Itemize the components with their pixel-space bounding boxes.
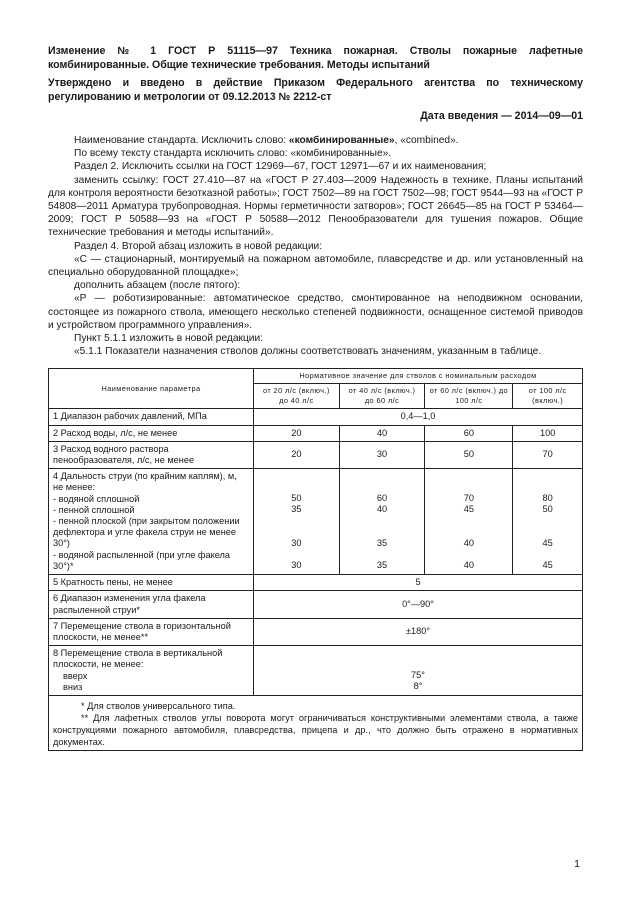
row4-c-v4: 45 bbox=[542, 537, 553, 548]
header-group: Нормативное значение для стволов с номинальным расходом bbox=[254, 369, 583, 384]
row4-c: - пенной плоской (при закрытом положении дефлектора и угле факела струи не менее 30°) bbox=[53, 516, 240, 549]
row7-value: ±180° bbox=[254, 618, 583, 645]
paragraph-8: «Р — роботизированные: автоматическое средство, смонтированное на неподвижном основании, состоящее из пожарного ствола, имеющего несколько степеней подвижности, оснащенное системой приводов и устройством программного управления». bbox=[48, 293, 583, 331]
row4-head: 4 Дальность струи (по крайним каплям), м, не менее: bbox=[53, 471, 237, 493]
table-row bbox=[49, 441, 583, 468]
paragraph-1 bbox=[48, 134, 583, 147]
paragraph-7: дополнить абзацем (после пятого): bbox=[74, 280, 241, 292]
row1-name: 1 Диапазон рабочих давлений, МПа bbox=[49, 409, 254, 425]
row4-a-v4: 80 bbox=[542, 493, 553, 504]
approval-statement: Утверждено и введено в действие Приказом Федерального агентства по техническому регулированию и метрологии от 09.12.2013 № 2212-ст bbox=[48, 77, 583, 103]
row4-a-v3: 70 bbox=[463, 493, 474, 504]
row4-b: - пенной сплошной bbox=[53, 504, 135, 515]
header-sub1: от 20 л/с (включ.) до 40 л/с bbox=[254, 384, 340, 409]
row3-name: 3 Расход водного раствора пенообразователя, л/с, не менее bbox=[49, 441, 254, 468]
paragraph-6: «С — стационарный, монтируемый на пожарном автомобиле, плавсредстве и др. или установленный на специально оборудованной площадке»; bbox=[48, 253, 583, 279]
row6-value: 0°—90° bbox=[254, 591, 583, 618]
row4-col3 bbox=[425, 469, 513, 575]
header-sub4: от 100 л/с (включ.) bbox=[513, 384, 583, 409]
paragraph-9: Пункт 5.1.1 изложить в новой редакции: bbox=[74, 333, 264, 345]
row4-c-v2: 35 bbox=[376, 537, 388, 548]
amendment-title: Изменение № 1 ГОСТ Р 51115—97 Техника пожарная. Стволы пожарные лафетные комбинированные. Общие технические требования. Методы испытаний bbox=[48, 45, 583, 71]
row2-v4: 100 bbox=[513, 425, 583, 441]
paragraph-1-suffix: , «combined». bbox=[394, 135, 459, 146]
row2-v3: 60 bbox=[425, 425, 513, 441]
row3-v2: 30 bbox=[339, 441, 425, 468]
row4-d-v2: 35 bbox=[376, 559, 388, 570]
table-row bbox=[49, 646, 583, 696]
table-row bbox=[49, 425, 583, 441]
paragraph-3: Раздел 2. Исключить ссылки на ГОСТ 12969—67, ГОСТ 12971—67 и их наименования; bbox=[74, 161, 487, 173]
table-row bbox=[49, 469, 583, 575]
row4-a: - водяной сплошной bbox=[53, 493, 140, 504]
table-row bbox=[49, 575, 583, 591]
row2-name: 2 Расход воды, л/с, не менее bbox=[49, 425, 254, 441]
row4-name bbox=[49, 469, 254, 575]
page-number: 1 bbox=[574, 858, 580, 870]
row6-name: 6 Диапазон изменения угла факела распыленной струи* bbox=[49, 591, 254, 618]
row7-name: 7 Перемещение ствола в горизонтальной плоскости, не менее** bbox=[49, 618, 254, 645]
paragraph-1-prefix: Наименование стандарта. Исключить слово: bbox=[74, 135, 289, 146]
footnote-2: ** Для лафетных стволов углы поворота могут ограничиваться конструктивными элементами ствола, а также конструкциями пожарного автомобиля, плавсредства, прицепа и др., что должно быть отражено в нормативных документах. bbox=[53, 712, 578, 747]
table-row bbox=[49, 618, 583, 645]
row1-value: 0,4—1,0 bbox=[254, 409, 583, 425]
row4-d-v4: 45 bbox=[542, 559, 553, 570]
row8-a-value: 75° bbox=[411, 670, 425, 681]
row4-col1 bbox=[254, 469, 340, 575]
row4-col4 bbox=[513, 469, 583, 575]
row4-b-v1: 35 bbox=[291, 504, 302, 515]
row5-name: 5 Кратность пены, не менее bbox=[49, 575, 254, 591]
paragraph-1-bold: «комбинированные» bbox=[288, 135, 395, 146]
table-footnotes bbox=[49, 695, 583, 750]
row4-a-v1: 50 bbox=[291, 493, 302, 504]
row4-c-v1: 30 bbox=[291, 537, 302, 548]
row3-v4: 70 bbox=[513, 441, 583, 468]
parameters-table bbox=[48, 368, 583, 750]
row4-d-v1: 30 bbox=[291, 559, 302, 570]
effective-date: Дата введения — 2014—09—01 bbox=[420, 110, 583, 122]
paragraph-4: заменить ссылку: ГОСТ 27.410—87 на «ГОСТ Р 27.403—2009 Надежность в технике. Планы испытаний для контроля вероятности безотказной работы»; ГОСТ 7502—89 на ГОСТ 7502—98; ГОСТ 9544—93 на «ГОСТ Р 54808—2011 Арматура трубопроводная. Нормы герметичности затворов»; ГОСТ 26645—85 на ГОСТ Р 53464—2009; ГОСТ Р 50588—93 на «ГОСТ Р 50588—2012 Пенообразователи для тушения пожаров. Общие технические требования и методы испытаний». bbox=[48, 174, 584, 239]
table-footnotes-row bbox=[49, 695, 583, 750]
row2-v2: 40 bbox=[339, 425, 425, 441]
header-sub3: от 60 л/с (включ.) до 100 л/с bbox=[425, 384, 513, 409]
row3-v3: 50 bbox=[425, 441, 513, 468]
row8-name bbox=[49, 646, 254, 696]
row8-values bbox=[254, 646, 583, 696]
row2-v1: 20 bbox=[254, 425, 340, 441]
row8-b-value: 8° bbox=[413, 681, 423, 692]
table-header-row bbox=[49, 369, 583, 384]
row4-a-v2: 60 bbox=[376, 493, 388, 504]
paragraph-2: По всему тексту стандарта исключить слово: «комбинированные». bbox=[74, 148, 392, 160]
row3-v1: 20 bbox=[254, 441, 340, 468]
table-row bbox=[49, 591, 583, 618]
row4-col2 bbox=[339, 469, 425, 575]
row4-b-v2: 40 bbox=[376, 504, 388, 515]
row5-value: 5 bbox=[254, 575, 583, 591]
row4-d: - водяной распыленной (при угле факела 30°)* bbox=[53, 549, 230, 571]
header-sub2: от 40 л/с (включ.) до 60 л/с bbox=[339, 384, 425, 409]
row4-c-v3: 40 bbox=[463, 537, 474, 548]
header-param: Наименование параметра bbox=[49, 369, 254, 409]
paragraph-10: «5.1.1 Показатели назначения стволов должны соответствовать значениям, указанным в таблице. bbox=[74, 346, 542, 358]
document-page bbox=[48, 44, 583, 751]
row4-b-v4: 50 bbox=[542, 504, 553, 515]
row8-b: вниз bbox=[63, 681, 83, 692]
row4-b-v3: 45 bbox=[463, 504, 474, 515]
paragraph-5: Раздел 4. Второй абзац изложить в новой редакции: bbox=[74, 240, 323, 252]
footnote-1: * Для стволов универсального типа. bbox=[81, 700, 236, 711]
row4-d-v3: 40 bbox=[463, 559, 474, 570]
table-row bbox=[49, 409, 583, 425]
row8-a: вверх bbox=[63, 670, 88, 681]
row8-head: 8 Перемещение ствола в вертикальной плоскости, не менее: bbox=[53, 648, 223, 670]
